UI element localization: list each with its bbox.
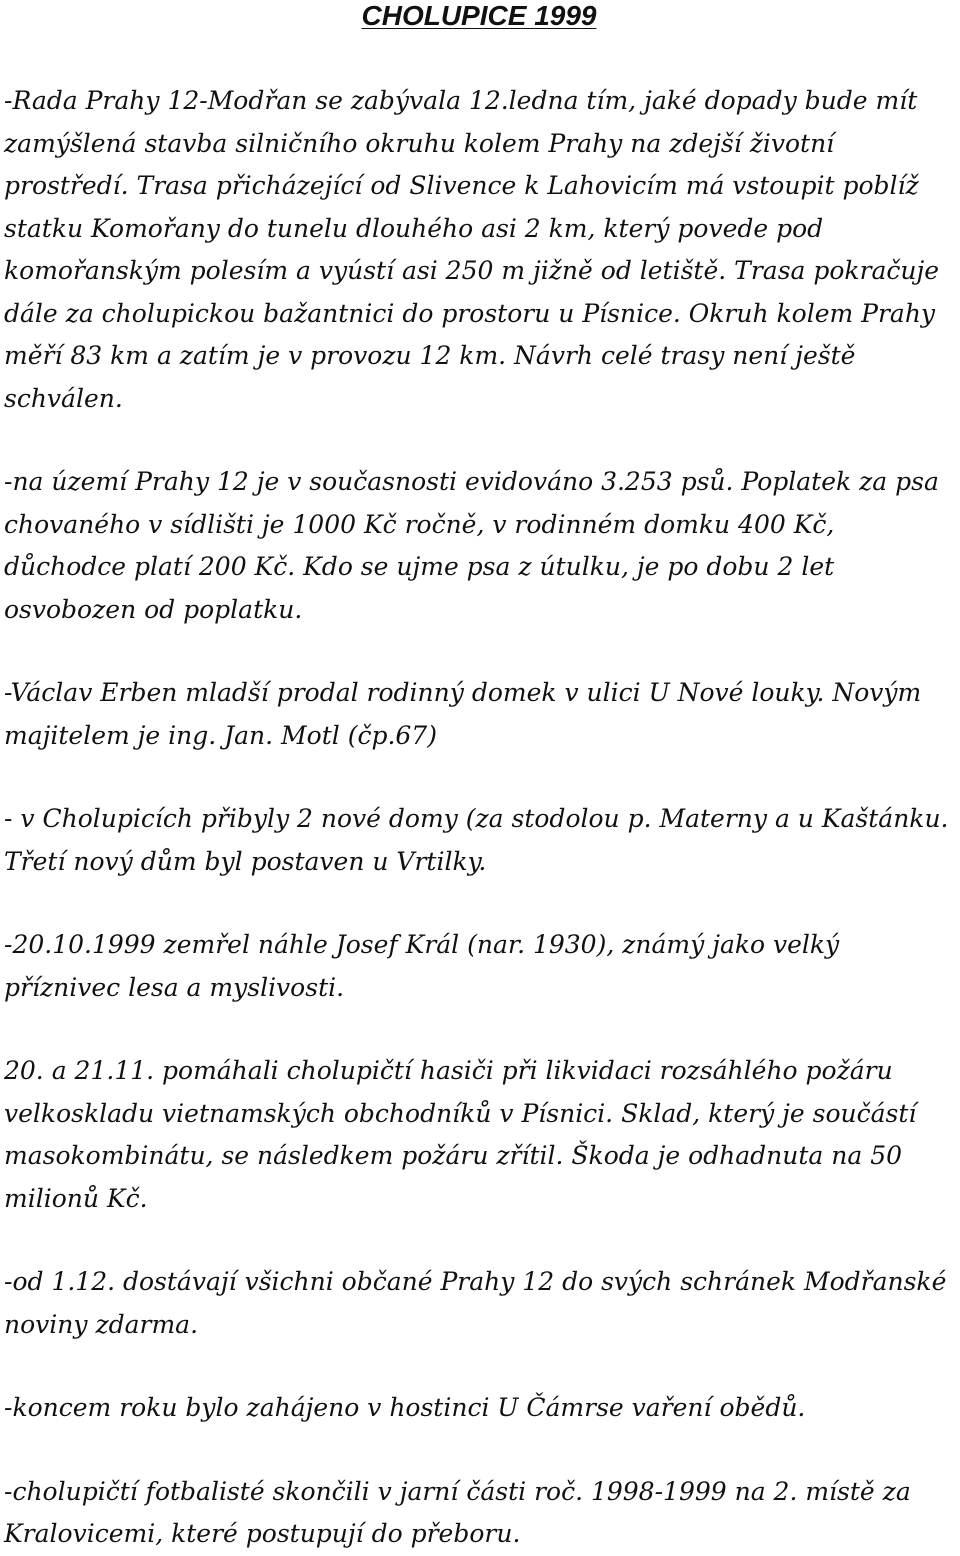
paragraph-dog-registry: -na území Prahy 12 je v současnosti evidováno 3.253 psů. Poplatek za psa chovaného v sídlišti je 1000 Kč ročně, v rodinném domku 400 Kč, důchodce platí 200 Kč. Kdo se ujme psa z útulku, je po dobu 2 let osvobozen od poplatku.: [4, 467, 939, 624]
paragraph-football: -cholupičtí fotbalisté skončili v jarní části roč. 1998-1999 na 2. místě za Kralovicemi, které postupují do přeboru.: [4, 1476, 911, 1548]
paragraph-newspaper: -od 1.12. dostávají všichni občané Prahy 12 do svých schránek Modřanské noviny zdarma.: [4, 1267, 947, 1339]
paragraph-lunches: -koncem roku bylo zahájeno v hostinci U Čámrse vaření obědů.: [4, 1393, 806, 1422]
document-title: CHOLUPICE 1999: [361, 0, 597, 31]
paragraph-new-houses: - v Cholupicích přibyly 2 nové domy (za stodolou p. Materny a u Kaštánku. Třetí nový dům byl postaven u Vrtilky.: [4, 804, 949, 876]
paragraph-house-sale: -Václav Erben mladší prodal rodinný domek v ulici U Nové louky. Novým majitelem je ing. Jan. Motl (čp.67): [4, 678, 922, 750]
paragraph-fire: 20. a 21.11. pomáhali cholupičtí hasiči při likvidaci rozsáhlého požáru velkoskladu vietnamských obchodníků v Písnici. Sklad, který je součástí masokombinátu, se následkem požáru zřítil. Škoda je odhadnuta na 50 milionů Kč.: [4, 1056, 917, 1213]
paragraph-ring-road: -Rada Prahy 12-Modřan se zabývala 12.ledna tím, jaké dopady bude mít zamýšlená stavba silničního okruhu kolem Prahy na zdejší životní prostředí. Trasa přicházející od Slivence k Lahovicím má vstoupit poblíž statku Komořany do tunelu dlouhého asi 2 km, který povede pod komořanským polesím a vyústí asi 250 m jižně od letiště. Trasa pokračuje dále za cholupickou bažantnici do prostoru u Písnice. Okruh kolem Prahy měří 83 km a zatím je v provozu 12 km. Návrh celé trasy není ještě schválen.: [4, 86, 940, 413]
paragraph-obituary: -20.10.1999 zemřel náhle Josef Král (nar. 1930), známý jako velký příznivec lesa a myslivosti.: [4, 930, 840, 1002]
